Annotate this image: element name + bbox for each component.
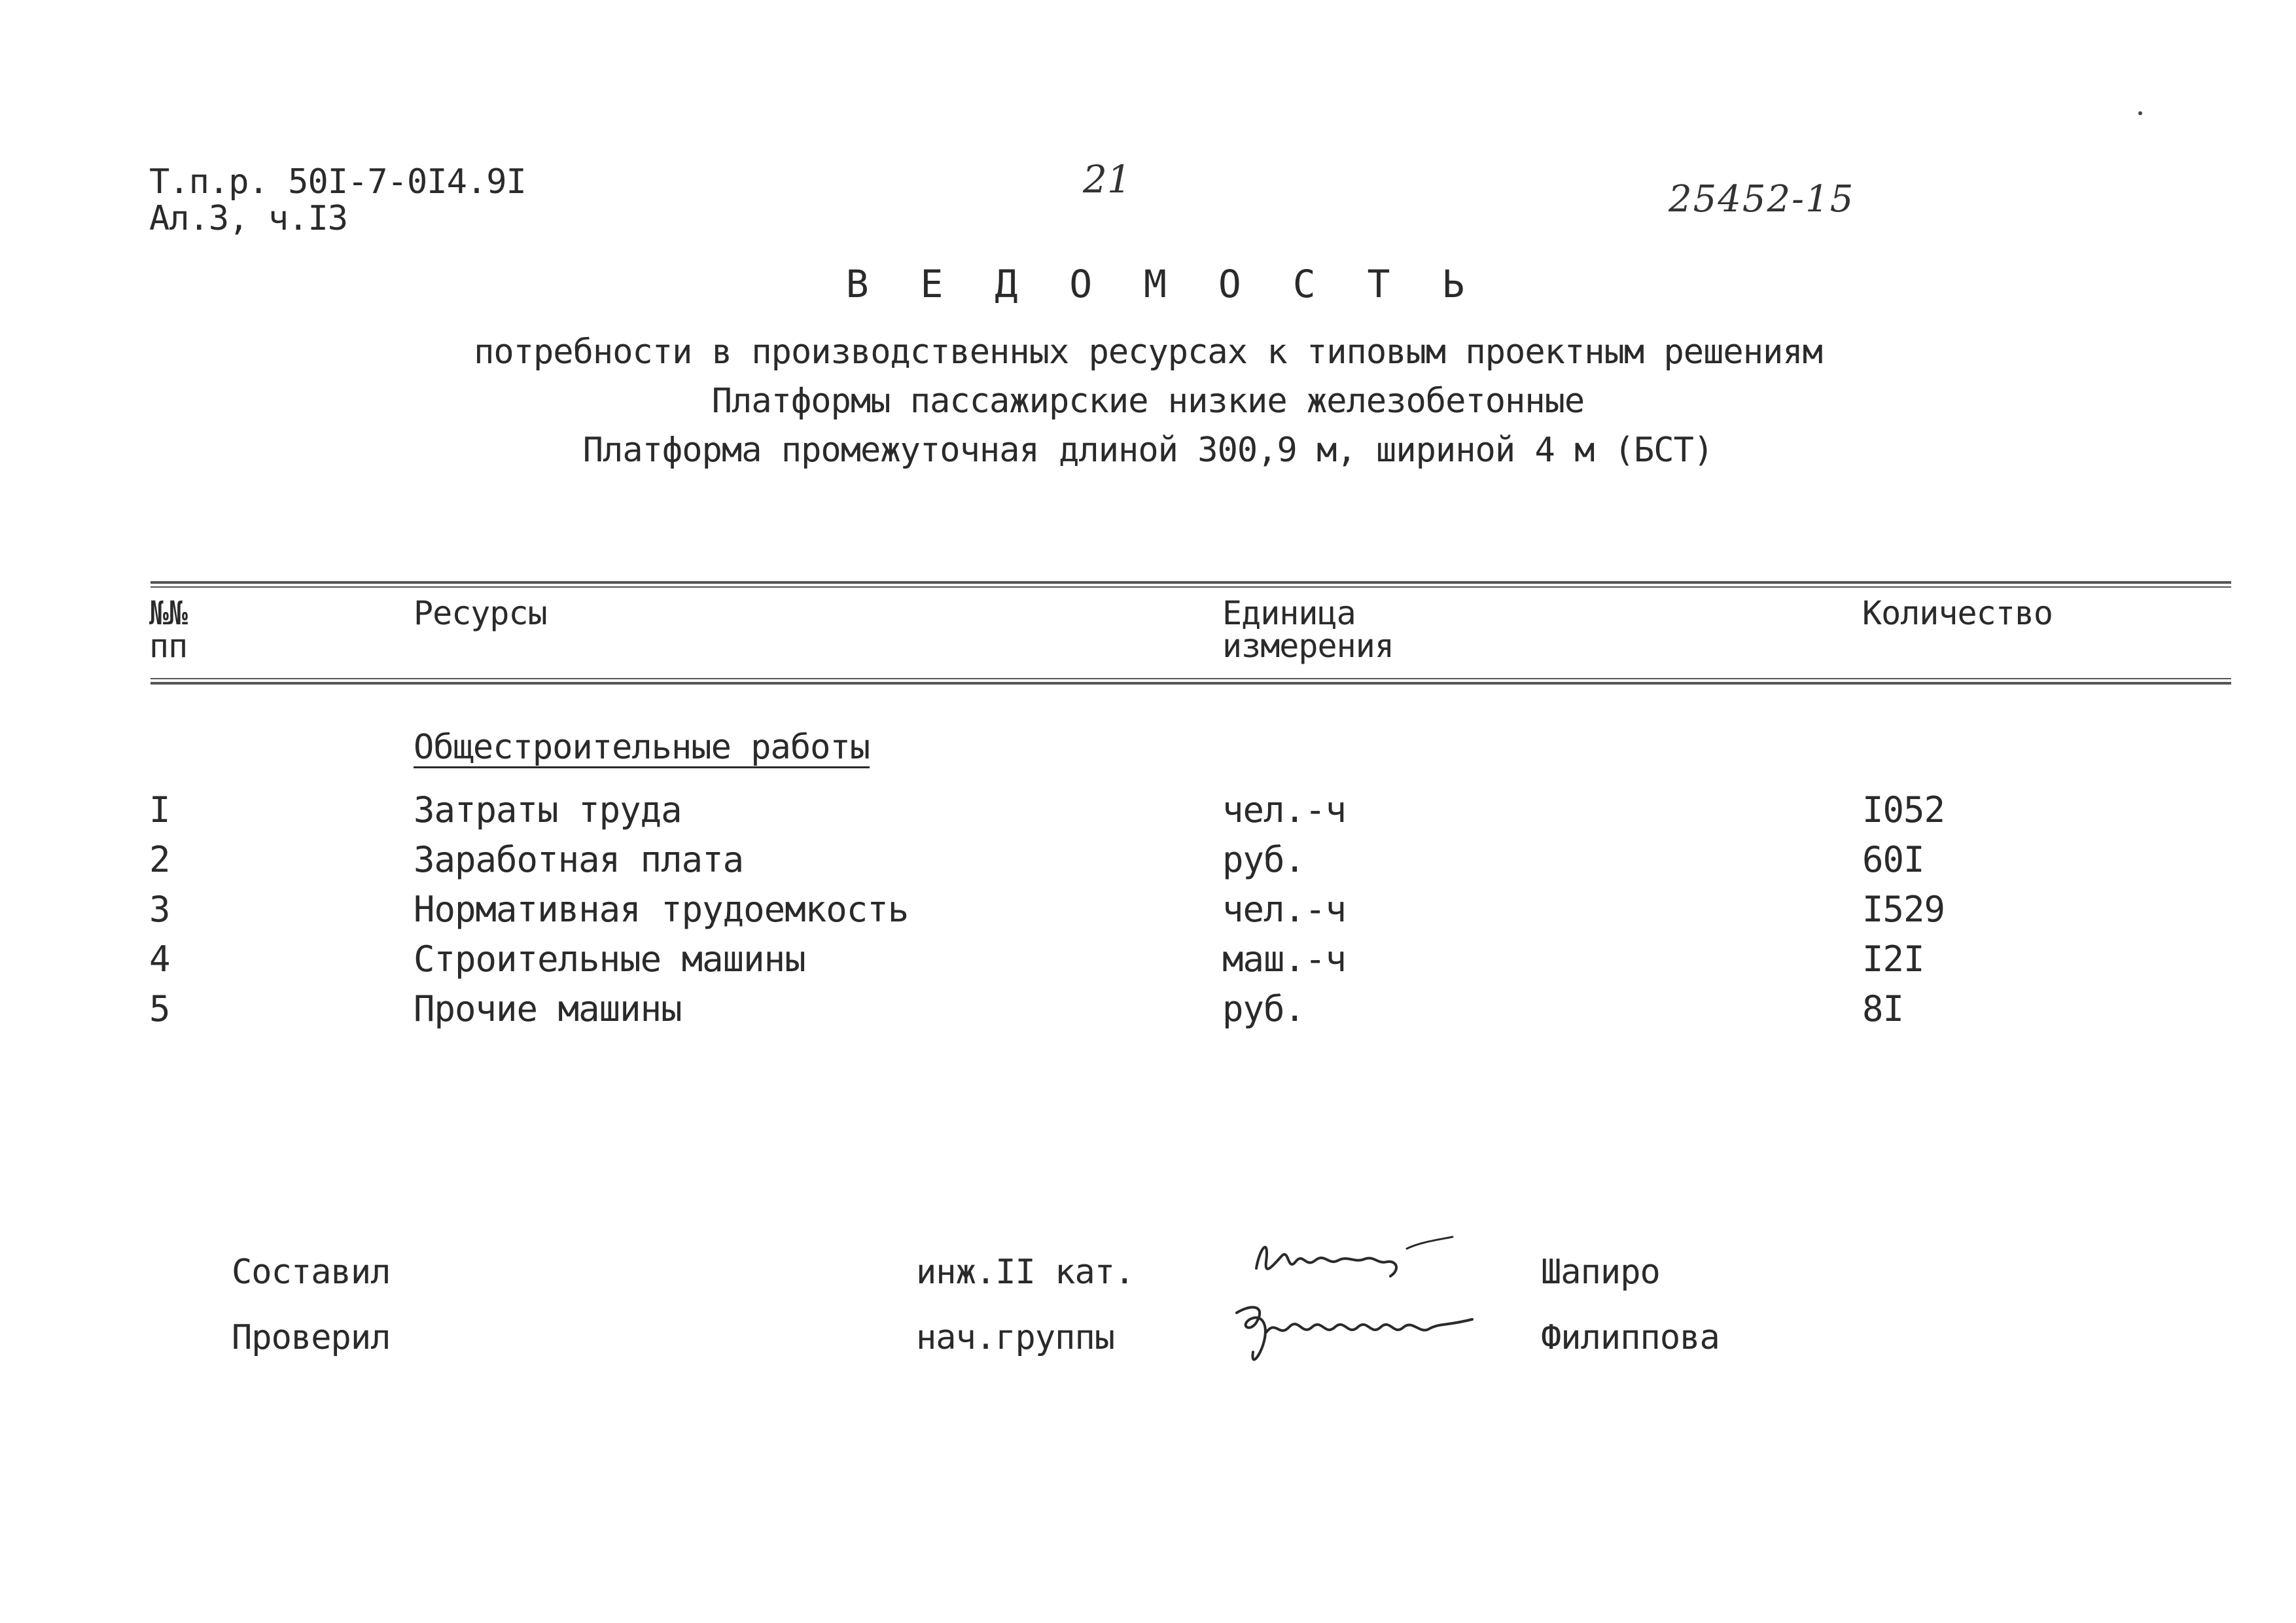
row-quantity: I2I [1862,938,1924,980]
stray-mark [2138,111,2142,115]
page-title: В Е Д О М О С Т Ь [845,262,1479,306]
compiled-by-position: инж.II кат. [916,1253,1135,1292]
checked-by-position: нач.группы [916,1318,1115,1357]
row-quantity: I052 [1862,789,1945,830]
row-resource: Затраты труда [414,789,682,830]
row-unit: руб. [1222,839,1305,880]
row-num: 2 [149,839,170,880]
archive-number: 25452-15 [1669,178,1855,221]
row-unit: чел.-ч [1222,789,1347,830]
header-resource: Ресурсы [414,594,547,632]
subtitle-line-1: потребности в производственных ресурсах к типовым проектным решениям [474,332,1822,372]
header-unit-line1: Единица [1222,594,1356,632]
header-num-line2: пп [149,627,188,665]
row-unit: руб. [1222,988,1305,1029]
header-unit-line2: измерения [1222,627,1394,665]
row-resource: Заработная плата [414,839,744,880]
row-num: 5 [149,988,170,1029]
row-resource: Строительные машины [414,938,805,980]
compiled-by-label: Составил [232,1253,391,1292]
header-unit [1222,594,1394,665]
row-quantity: 60I [1862,839,1924,880]
header-num-line1: №№ [149,594,188,632]
row-num: 3 [149,889,170,930]
compiled-by-name: Шапиро [1541,1253,1660,1292]
row-unit: чел.-ч [1222,889,1347,930]
checked-by-name: Филиппова [1541,1318,1720,1357]
row-quantity: I529 [1862,889,1945,930]
row-num: I [149,789,170,830]
header-num [149,594,188,665]
header-quantity: Количество [1862,594,2053,632]
document-code-line1: Т.п.р. 50I-7-0I4.9I [149,162,526,202]
table-top-rule-inner [150,586,2231,588]
row-resource: Нормативная трудоемкость [414,889,909,930]
checked-by-label: Проверил [232,1318,391,1357]
subtitle-line-2: Платформы пассажирские низкие железобетонные [711,382,1585,421]
row-unit: маш.-ч [1222,938,1347,980]
document-code-line2: Ал.3, ч.I3 [149,199,348,238]
row-num: 4 [149,938,170,980]
document-code [149,164,526,237]
page-number: 21 [1083,157,1131,202]
row-resource: Прочие машины [414,988,682,1029]
table-header-bottom-rule [150,682,2231,685]
table-top-rule [150,581,2231,584]
table-header-bottom-rule-inner [150,678,2231,679]
subtitle-line-3: Платформа промежуточная длиной 300,9 м, шириной 4 м (БСТ) [582,431,1714,470]
signature-filippova [1217,1287,1505,1378]
row-quantity: 8I [1862,988,1904,1029]
section-title: Общестроительные работы [414,728,870,767]
